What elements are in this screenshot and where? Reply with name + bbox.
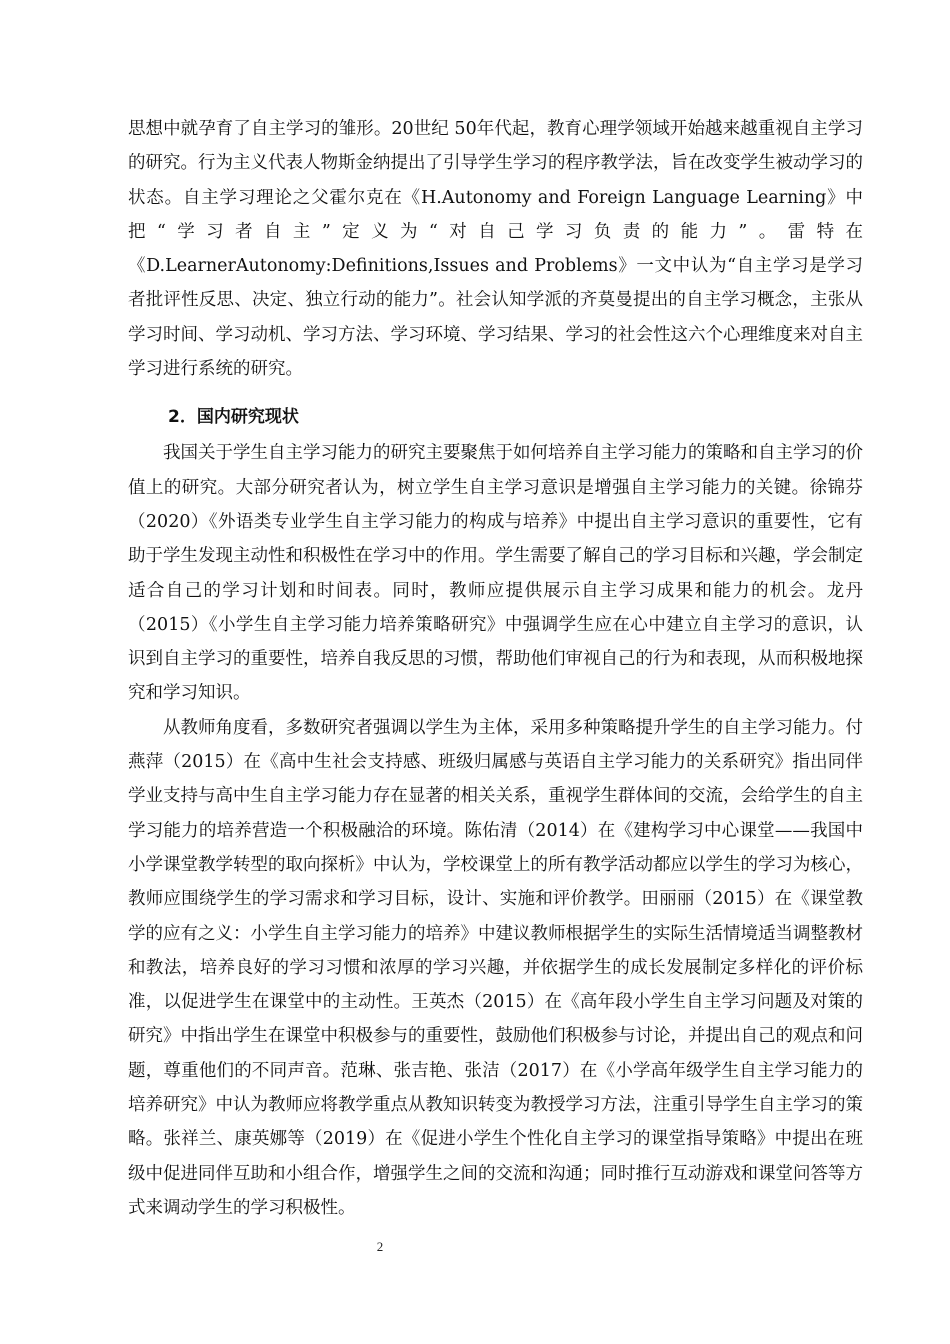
- intro-paragraph: 思想中就孕育了自主学习的雏形。20世纪 50年代起，教育心理学领域开始越来越重视自主学习的研究。行为主义代表人物斯金纳提出了引导学生学习的程序教学法，旨在改变学生被动学习的状态。自主学习理论之父霍尔克在《H.Autonomy and Foreign Language Learning》中把“学习者自主”定义为“对自己学习负责的能力”。雷特在《D.LearnerAutonomy:Definitions,Issues and Problems》一文中认为“自主学习是学习者批评性反思、决定、独立行动的能力”。社会认知学派的齐莫曼提出的自主学习概念，主张从学习时间、学习动机、学习方法、学习环境、学习结果、学习的社会性这六个心理维度来对自主学习进行系统的研究。: [128, 119, 863, 380]
- page-number: 2: [376, 1239, 384, 1254]
- section-heading: 2．国内研究现状: [168, 407, 299, 428]
- body-paragraph-2: 从教师角度看，多数研究者强调以学生为主体，采用多种策略提升学生的自主学习能力。付燕萍（2015）在《高中生社会支持感、班级归属感与英语自主学习能力的关系研究》指出同伴学业支持与高中生自主学习能力存在显著的相关关系，重视学生群体间的交流，会给学生的自主学习能力的培养营造一个积极融洽的环境。陈佑清（2014）在《建构学习中心课堂——我国中小学课堂教学转型的取向探析》中认为，学校课堂上的所有教学活动都应以学生的学习为核心，教师应围绕学生的学习需求和学习目标，设计、实施和评价教学。田丽丽（2015）在《课堂教学的应有之义：小学生自主学习能力的培养》中建议教师根据学生的实际生活情境适当调整教材和教法，培养良好的学习习惯和浓厚的学习兴趣，并依据学生的成长发展制定多样化的评价标准，以促进学生在课堂中的主动性。王英杰（2015）在《高年段小学生自主学习问题及对策的研究》中指出学生在课堂中积极参与的重要性，鼓励他们积极参与讨论，并提出自己的观点和问题，尊重他们的不同声音。范琳、张吉艳、张洁（2017）在《小学高年级学生自主学习能力的培养研究》中认为教师应将教学重点从教知识转变为教授学习方法，注重引导学生自主学习的策略。张祥兰、康英娜等（2019）在《促进小学生个性化自主学习的课堂指导策略》中提出在班级中促进同伴互助和小组合作，增强学生之间的交流和沟通；同时推行互动游戏和课堂问答等方式来调动学生的学习积极性。: [128, 717, 863, 1218]
- body-paragraph-1: 我国关于学生自主学习能力的研究主要聚焦于如何培养自主学习能力的策略和自主学习的价值上的研究。大部分研究者认为，树立学生自主学习意识是增强自主学习能力的关键。徐锦芬（2020）《外语类专业学生自主学习能力的构成与培养》中提出自主学习意识的重要性，它有助于学生发现主动性和积极性在学习中的作用。学生需要了解自己的学习目标和兴趣，学会制定适合自己的学习计划和时间表。同时，教师应提供展示自主学习成果和能力的机会。龙丹（2015）《小学生自主学习能力培养策略研究》中强调学生应在心中建立自主学习的意识，认识到自主学习的重要性，培养自我反思的习惯，帮助他们审视自己的行为和表现，从而积极地探究和学习知识。: [128, 443, 863, 704]
- document-body: [128, 112, 863, 1225]
